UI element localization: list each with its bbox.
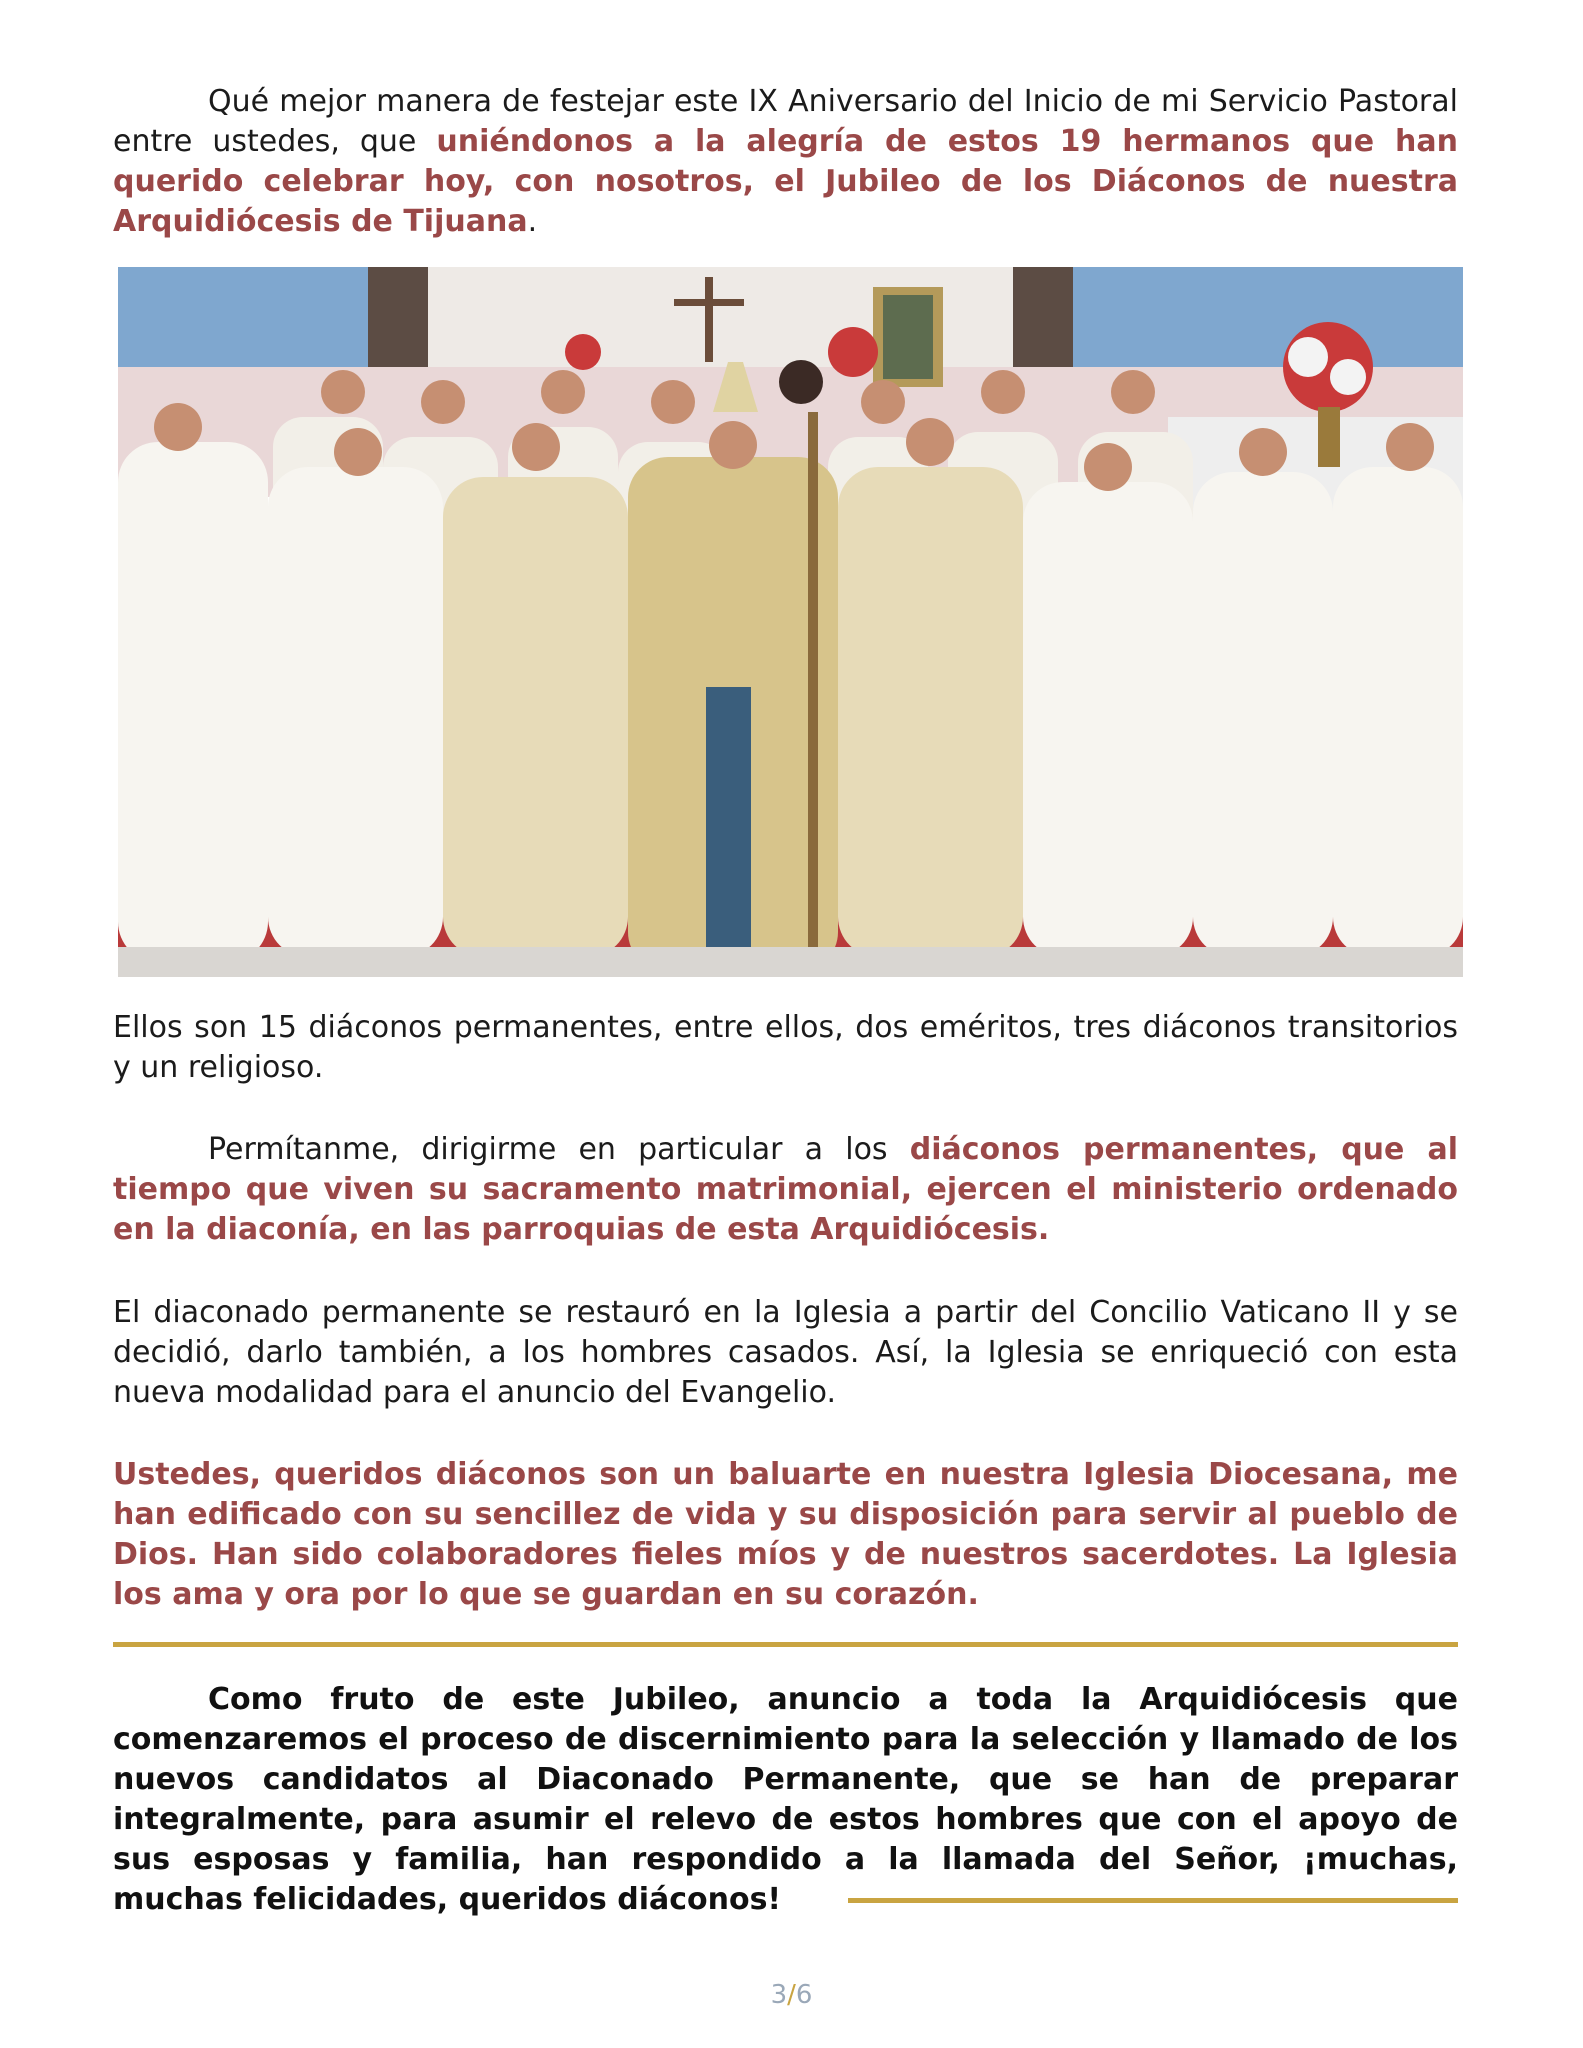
gold-divider-end [848,1898,1458,1903]
group-photo [118,267,1463,977]
permanent-lead-text: Permítanme, dirigirme en particular a los [208,1132,910,1167]
gratitude-paragraph: Ustedes, queridos diáconos son un baluarte en nuestra Iglesia Diocesana, me han edificado con su sencillez de vida y su disposición para servir al pueblo de Dios. Han sido colaboradores fieles míos y de nuestros sacerdotes. La Iglesia los ama y ora por lo que se guardan en su corazón. [113,1457,1458,1612]
page-total: 6 [795,1980,813,2010]
page-number [0,1980,1583,2010]
page-current: 3 [770,1980,788,2010]
permanent-highlight-text: diáconos permanentes, que al tiempo que viven su sacramento matrimonial, ejercen el ministerio ordenado en la diaconía, en las parroquias de esta Arquidiócesis. [113,1132,1458,1247]
announcement-paragraph: Como fruto de este Jubileo, anuncio a toda la Arquidiócesis que comenzaremos el proceso de discernimiento para la selección y llamado de los nuevos candidatos al Diaconado Permanente, que se han de preparar integralmente, para asumir el relevo de estos hombres que con el apoyo de sus esposas y familia, han respondido a la llamada del Señor, ¡muchas, muchas felicidades, queridos diáconos! [113,1682,1458,1917]
gold-divider-top [113,1642,1458,1647]
intro-highlight-text: uniéndonos a la alegría de estos 19 hermanos que han querido celebrar hoy, con nosotros, el Jubileo de los Diáconos de nuestra Arquidiócesis de Tijuana [113,124,1458,239]
permanent-deacons-paragraph [113,1130,1458,1250]
page-separator: / [787,1980,796,2010]
intro-paragraph [113,82,1458,242]
intro-lead-text: Qué mejor manera de festejar este IX Aniversario del Inicio de mi Servicio Pastoral entre ustedes, que [113,84,1458,159]
history-paragraph: El diaconado permanente se restauró en la Iglesia a partir del Concilio Vaticano II y se decidió, darlo también, a los hombres casados. Así, la Iglesia se enriqueció con esta nueva modalidad para el anuncio del Evangelio. [113,1295,1458,1410]
intro-tail-text: . [527,204,538,239]
deacons-count-paragraph: Ellos son 15 diáconos permanentes, entre ellos, dos eméritos, tres diáconos transitorios y un religioso. [113,1010,1458,1085]
